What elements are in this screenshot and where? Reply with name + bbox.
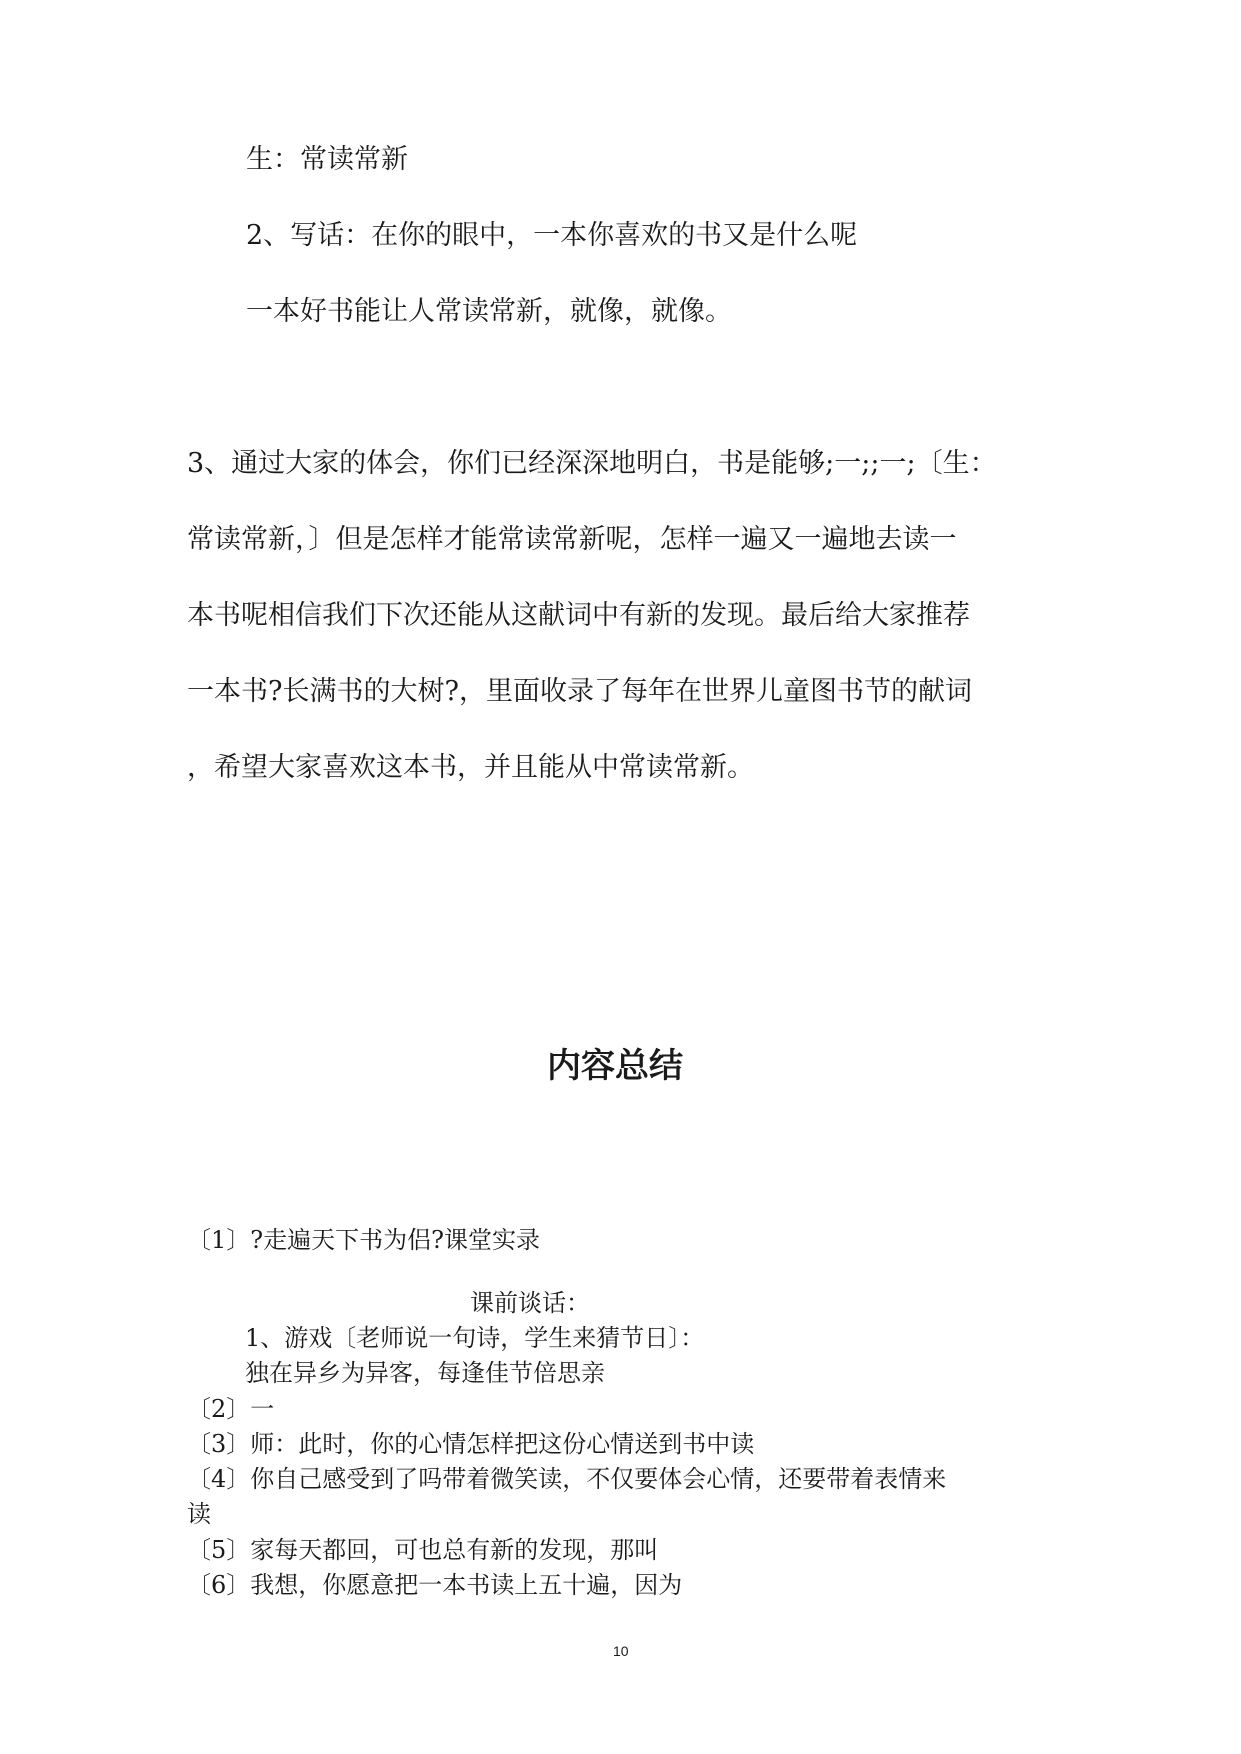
page-number: 10 xyxy=(613,1643,629,1659)
summary-game: 1、游戏〔老师说一句诗，学生来猜节日〕： xyxy=(245,1324,705,1352)
summary-pre-talk: 课前谈话： xyxy=(470,1289,590,1317)
summary-item-4: 〔4〕你自己感受到了吗带着微笑读，不仅要体会心情，还要带着表情来 xyxy=(187,1465,947,1493)
paragraph-3-line-2: 常读常新，〕但是怎样才能常读常新呢，怎样一遍又一遍地去读一 xyxy=(187,524,957,555)
paragraph-3-line-5: ，希望大家喜欢这本书，并且能从中常读常新。 xyxy=(187,752,754,783)
writing-template-line: 一本好书能让人常读常新，就像，就像。 xyxy=(246,296,732,327)
summary-item-2: 〔2〕一 xyxy=(187,1395,275,1423)
student-answer-line: 生：常读常新 xyxy=(246,144,408,175)
paragraph-3-line-4: 一本书?长满书的大树?，里面收录了每年在世界儿童图书节的献词 xyxy=(187,676,972,707)
summary-item-4-cont: 读 xyxy=(187,1500,211,1528)
paragraph-3-line-3: 本书呢相信我们下次还能从这献词中有新的发现。最后给大家推荐 xyxy=(187,600,970,631)
summary-item-3: 〔3〕师：此时，你的心情怎样把这份心情送到书中读 xyxy=(187,1430,755,1458)
summary-title: 内容总结 xyxy=(547,1046,683,1086)
summary-item-1: 〔1〕?走遍天下书为侣?课堂实录 xyxy=(187,1226,541,1254)
summary-item-5: 〔5〕家每天都回，可也总有新的发现，那叫 xyxy=(187,1536,659,1564)
summary-item-6: 〔6〕我想，你愿意把一本书读上五十遍，因为 xyxy=(187,1571,683,1599)
paragraph-3-line-1: 3、通过大家的体会，你们已经深深地明白，书是能够;一;;一;〔生： xyxy=(187,448,997,479)
summary-poem: 独在异乡为异客，每逢佳节倍思亲 xyxy=(245,1359,605,1387)
writing-prompt-line: 2、写话：在你的眼中，一本你喜欢的书又是什么呢 xyxy=(246,220,858,251)
